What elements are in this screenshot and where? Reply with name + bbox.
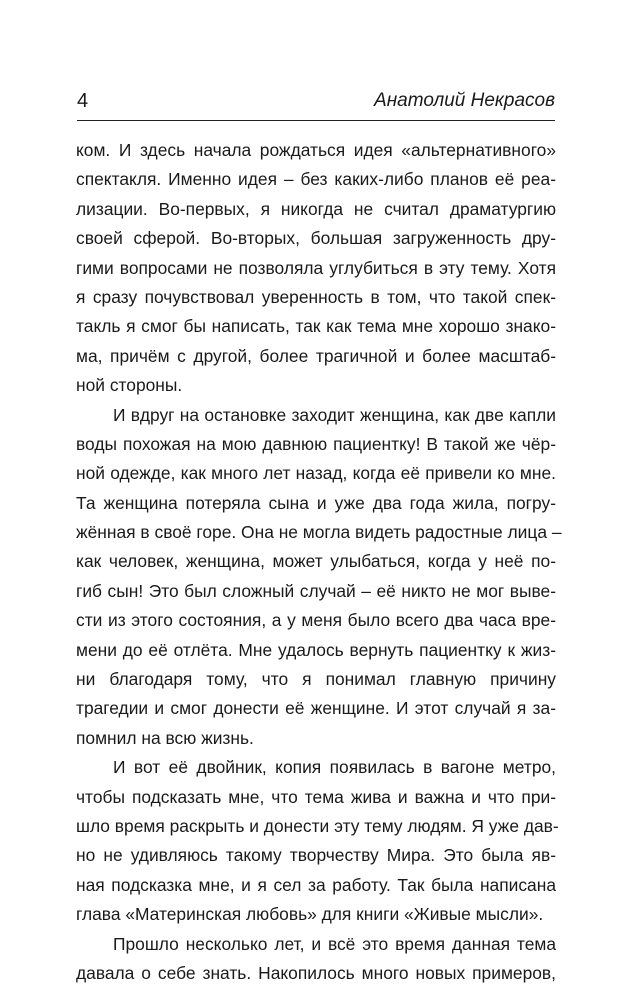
body-text — [76, 136, 562, 988]
text-line: ком. И здесь начала рождаться идея «альтернативного» — [76, 140, 556, 160]
paragraph — [76, 753, 559, 929]
text-line: ной стороны. — [76, 375, 183, 396]
text-line: И вот её двойник, копия появилась в вагоне метро, — [113, 757, 556, 778]
text-line: глава «Материнская любовь» для книги «Живые мысли». — [76, 904, 544, 925]
text-line: ни благодаря тому, что я понимал главную причину — [76, 669, 556, 690]
text-line: своей сферой. Во-вторых, большая загруженность дру- — [76, 228, 556, 249]
header-rule — [77, 120, 555, 121]
text-line: Та женщина потеряла сына и уже два года жила, погру- — [76, 492, 556, 513]
text-line: Прошло несколько лет, и всё это время данная тема — [113, 933, 556, 954]
text-line: спектакля. Именно идея – без каких-либо планов её реа- — [76, 169, 556, 190]
page-header — [77, 86, 555, 118]
text-line: помнил на всю жизнь. — [76, 727, 254, 748]
text-line: ной одежде, как много лет назад, когда её привели ко мне. — [76, 463, 556, 484]
text-line: ная подсказка мне, и я сел за работу. Так была написана — [76, 874, 556, 895]
paragraph — [76, 930, 556, 989]
text-line: я сразу почувствовал уверенность в том, что такой спек- — [76, 286, 556, 307]
text-line: гиб сын! Это был сложный случай – её никто не мог выве- — [76, 580, 556, 601]
text-line: гими вопросами не позволяла углубиться в эту тему. Хотя — [76, 257, 556, 278]
text-line: ма, причём с другой, более трагичной и более масштаб- — [76, 345, 556, 366]
text-line: трагедии и смог донести её женщине. И этот случай я за- — [76, 698, 556, 719]
paragraph — [76, 401, 562, 754]
text-line: чтобы подсказать мне, что тема жива и важна и что при- — [76, 786, 556, 807]
text-line: лизации. Во-первых, я никогда не считал драматургию — [76, 198, 556, 219]
text-line: как человек, женщина, может улыбаться, когда у неё по- — [76, 551, 556, 572]
text-line: сти из этого состояния, а у меня было всего два часа вре- — [76, 610, 556, 631]
text-line: И вдруг на остановке заходит женщина, как две капли — [113, 404, 556, 425]
paragraph — [76, 136, 556, 401]
text-line: но не удивляюсь такому творчеству Мира. Это была яв- — [76, 845, 556, 866]
text-line: шло время раскрыть и донести эту тему людям. Я уже дав- — [76, 815, 559, 836]
text-line: мени до её отлёта. Мне удалось вернуть пациентку к жиз- — [76, 639, 556, 660]
text-line: жённая в своё горе. Она не могла видеть радостные лица – — [76, 522, 562, 543]
text-line: такль я смог бы написать, так как тема мне хорошо знако- — [76, 316, 556, 337]
text-line: давала о себе знать. Накопилось много новых примеров, — [76, 962, 556, 983]
page-number: 4 — [77, 90, 89, 112]
running-head-author: Анатолий Некрасов — [374, 90, 555, 111]
text-line: воды похожая на мою давнюю пациентку! В такой же чёр- — [76, 433, 556, 454]
